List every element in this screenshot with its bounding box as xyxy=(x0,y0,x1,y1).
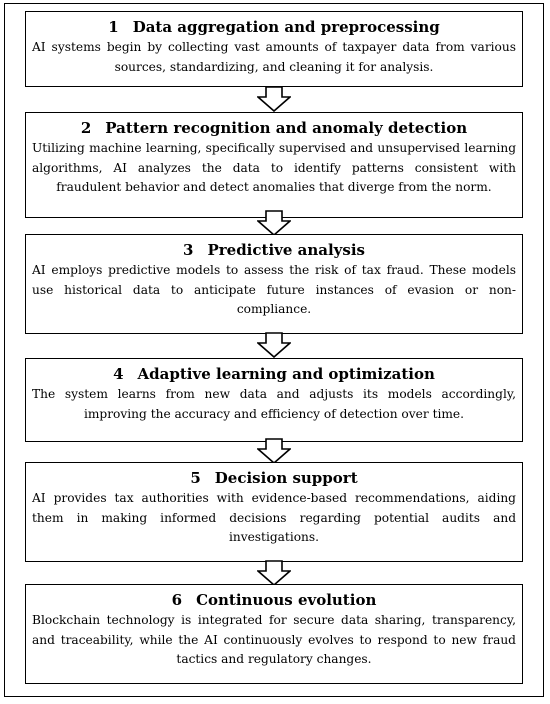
step-description: AI employs predictive models to assess the risk of tax fraud. These models use historical data to anticipate future instances of evasion or non-compliance. xyxy=(32,263,516,316)
step-title-text: Continuous evolution xyxy=(196,591,377,609)
step-description: AI systems begin by collecting vast amounts of taxpayer data from various sources, standardizing, and cleaning it for analysis. xyxy=(32,40,516,74)
step-title-5 xyxy=(32,467,516,489)
step-box-1 xyxy=(25,11,523,87)
step-number: 6 xyxy=(171,591,183,609)
step-number: 5 xyxy=(190,469,201,487)
step-title-text: Data aggregation and preprocessing xyxy=(132,18,440,36)
step-number: 2 xyxy=(80,119,92,137)
step-title-4 xyxy=(32,363,516,385)
step-title-text: Adaptive learning and optimization xyxy=(137,365,435,383)
step-box-2 xyxy=(25,112,523,218)
step-title-text: Pattern recognition and anomaly detection xyxy=(105,119,468,137)
down-arrow-icon xyxy=(257,210,291,236)
step-title-6 xyxy=(32,589,516,611)
step-number: 1 xyxy=(108,18,119,36)
step-title-2 xyxy=(32,117,516,139)
step-number: 3 xyxy=(183,241,194,259)
down-arrow-icon xyxy=(257,438,291,464)
step-box-5 xyxy=(25,462,523,562)
down-arrow-icon xyxy=(257,86,291,112)
step-box-3 xyxy=(25,234,523,334)
step-description: Utilizing machine learning, specifically supervised and unsupervised learning algorithms, AI analyzes the data to identify patterns consistent with fraudulent behavior and detect anomalies that diverge from the norm. xyxy=(32,141,516,194)
step-title-3 xyxy=(32,239,516,261)
down-arrow-icon xyxy=(257,332,291,358)
step-description: AI provides tax authorities with evidence-based recommendations, aiding them in making informed decisions regarding potential audits and investigations. xyxy=(32,491,516,544)
down-arrow-icon xyxy=(257,560,291,586)
step-number: 4 xyxy=(113,365,124,383)
step-title-text: Predictive analysis xyxy=(207,241,365,259)
step-box-4 xyxy=(25,358,523,442)
step-box-6 xyxy=(25,584,523,684)
step-description: Blockchain technology is integrated for secure data sharing, transparency, and traceability, while the AI continuously evolves to respond to new fraud tactics and regulatory changes. xyxy=(32,613,516,666)
step-description: The system learns from new data and adjusts its models accordingly, improving the accuracy and efficiency of detection over time. xyxy=(32,387,516,421)
step-title-text: Decision support xyxy=(214,469,358,487)
step-title-1 xyxy=(32,16,516,38)
